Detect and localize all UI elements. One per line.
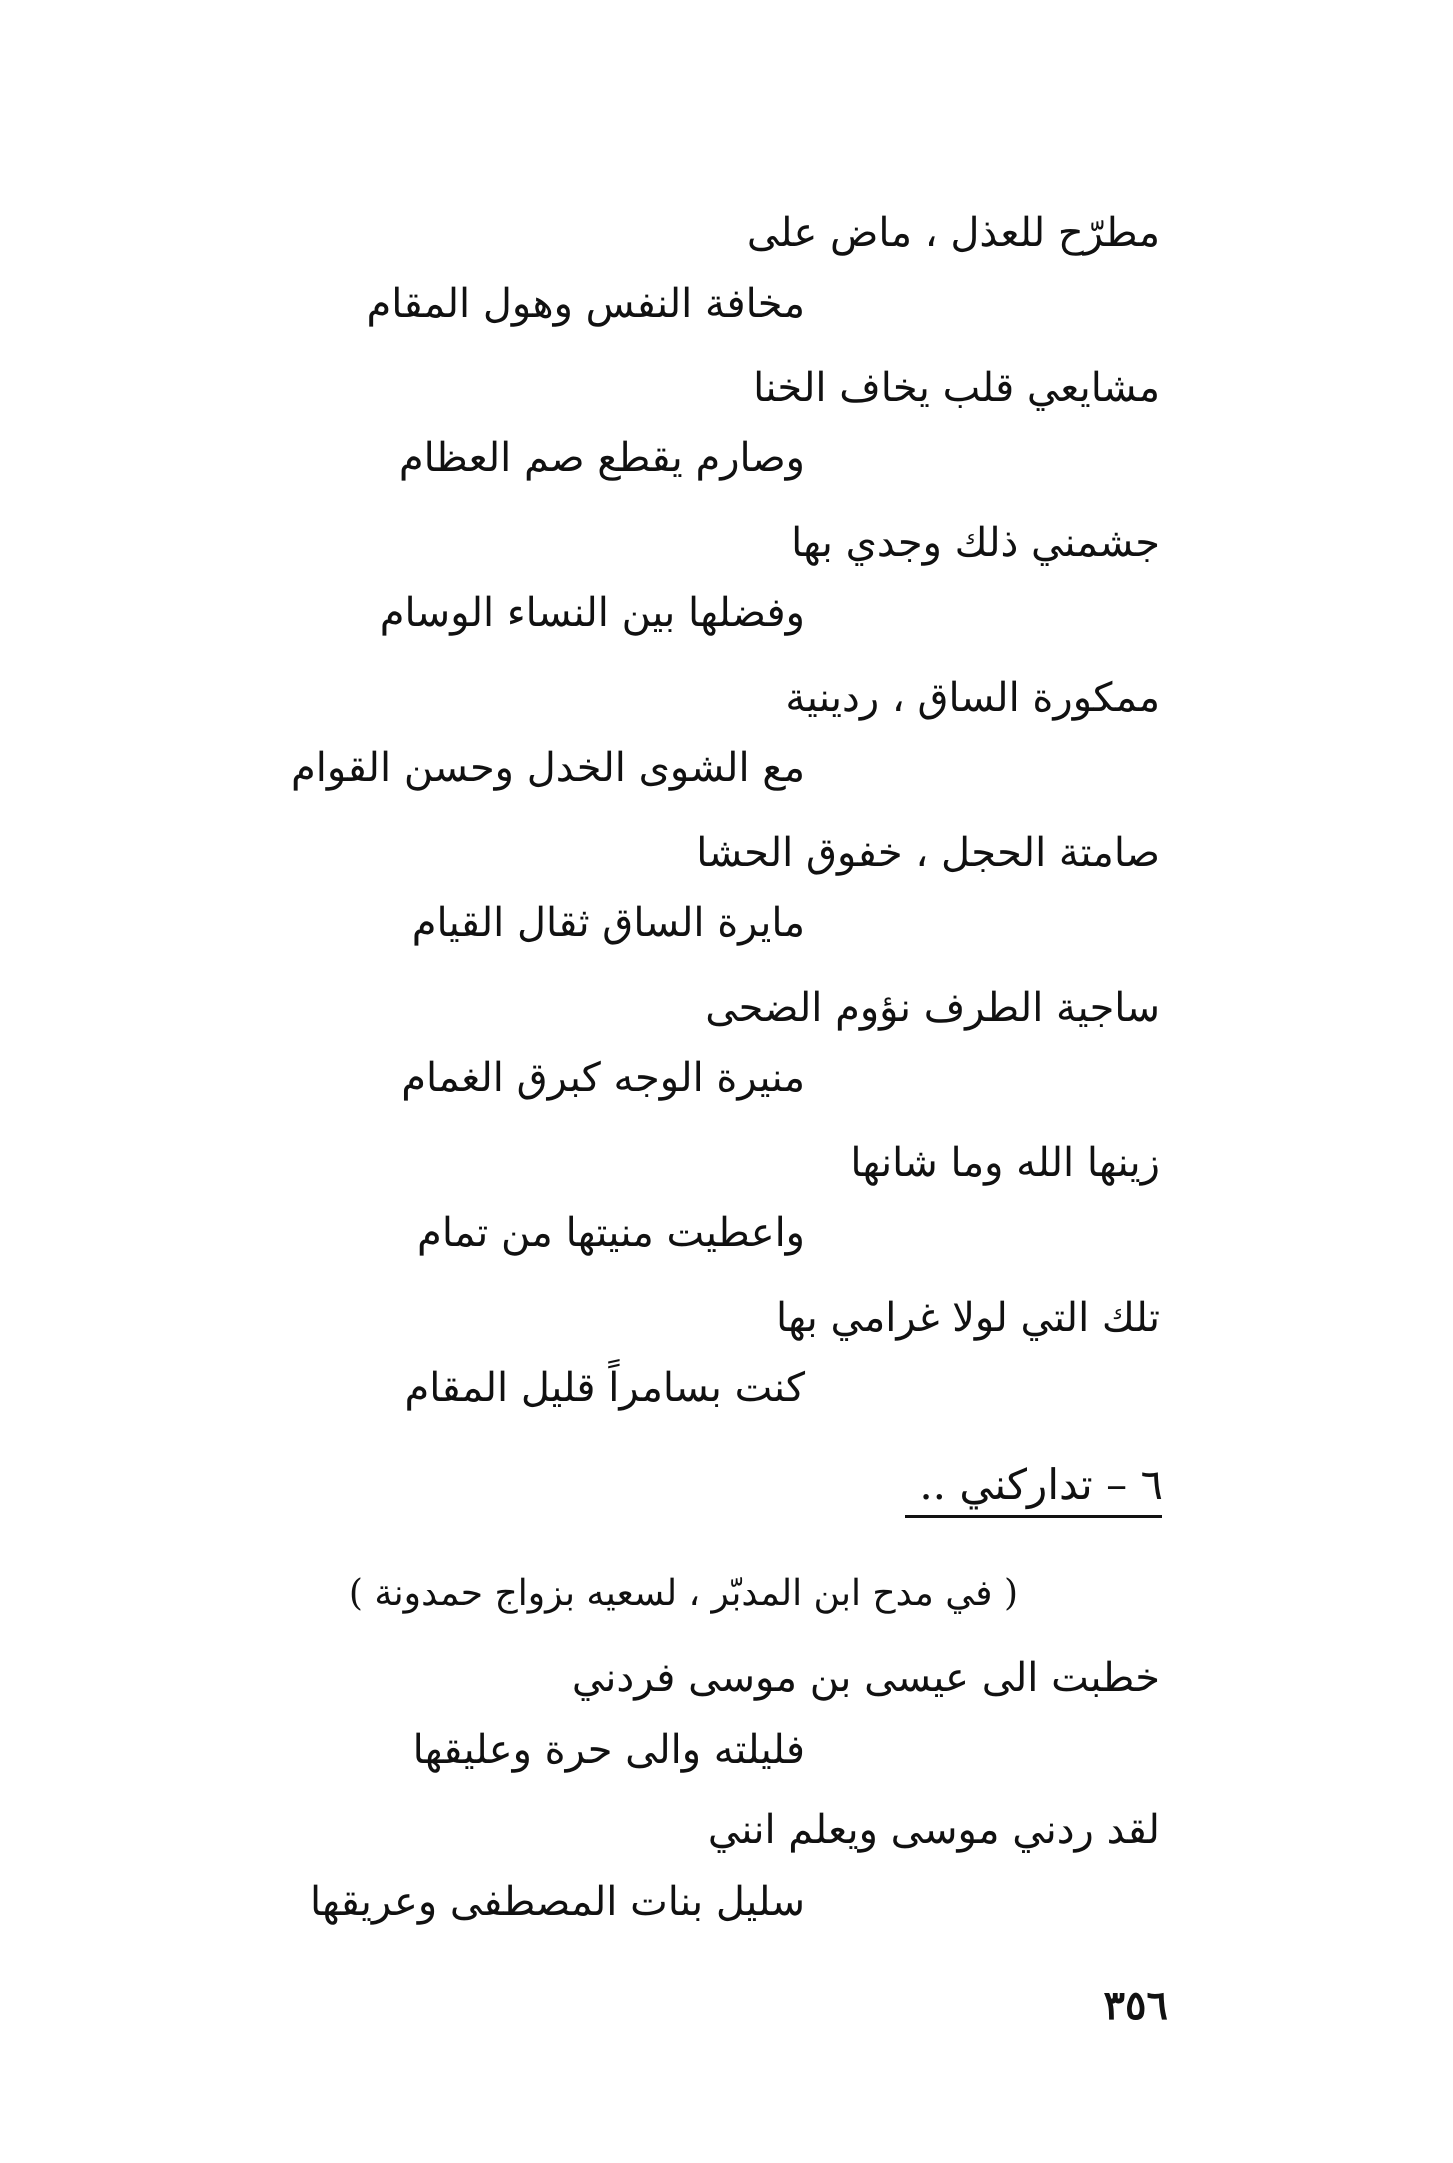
- verse-line: واعطيت منيتها من تمام: [417, 1210, 805, 1256]
- verse-line: وصارم يقطع صم العظام: [398, 435, 805, 481]
- verse-line: سليل بنات المصطفى وعريقها: [309, 1879, 805, 1925]
- verse-line: ساجية الطرف نؤوم الضحى: [705, 985, 1160, 1031]
- verse-line: مشايعي قلب يخاف الخنا: [753, 365, 1160, 411]
- verse-line: خطبت الى عيسى بن موسى فردني: [571, 1655, 1160, 1701]
- verse-line: تلك التي لولا غرامي بها: [776, 1295, 1160, 1341]
- verse-line: ممكورة الساق ، ردينية: [785, 675, 1160, 721]
- verse-line: كنت بسامراً قليل المقام: [404, 1365, 805, 1411]
- verse-line: زينها الله وما شانها: [850, 1140, 1160, 1186]
- verse-line: مع الشوى الخدل وحسن القوام: [291, 745, 805, 791]
- verse-line: مايرة الساق ثقال القيام: [411, 900, 805, 946]
- verse-line: منيرة الوجه كبرق الغمام: [401, 1055, 805, 1101]
- verse-line: مطرّح للعذل ، ماض على: [746, 210, 1160, 256]
- verse-line: مخافة النفس وهول المقام: [366, 281, 805, 327]
- section-subtitle: ( في مدح ابن المدبّر ، لسعيه بزواج حمدونة ): [348, 1573, 1018, 1614]
- page-number: ٣٥٦: [1103, 1982, 1168, 2029]
- verse-line: لقد ردني موسى ويعلم انني: [707, 1807, 1160, 1853]
- verse-line: جشمني ذلك وجدي بها: [791, 520, 1160, 566]
- verse-line: صامتة الحجل ، خفوق الحشا: [696, 830, 1160, 876]
- section-title-underline: [905, 1515, 1162, 1518]
- verse-line: وفضلها بين النساء الوسام: [379, 590, 805, 636]
- verse-line: فليلته والى حرة وعليقها: [412, 1727, 805, 1773]
- section-title: ٦ – تداركني ..: [919, 1460, 1163, 1509]
